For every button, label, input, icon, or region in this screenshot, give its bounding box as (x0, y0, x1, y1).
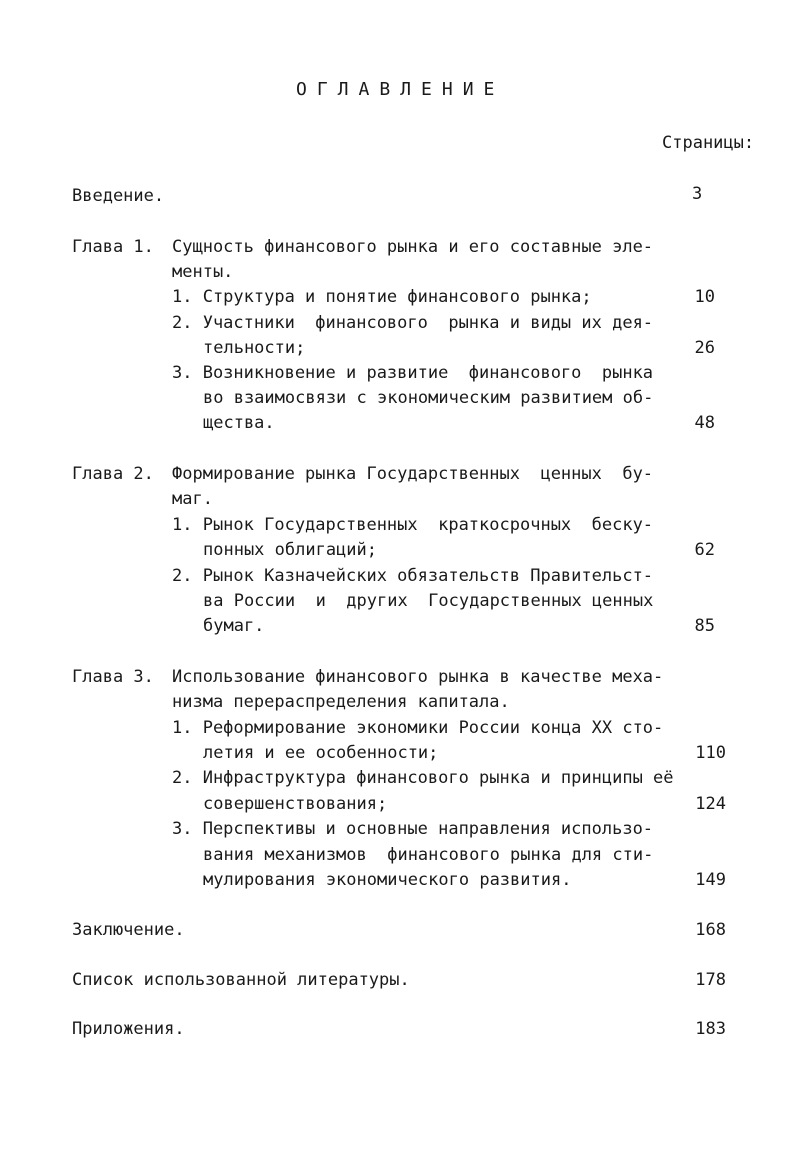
chapter-2-title: Формирование рынка Государственных ценных бу- (172, 464, 654, 484)
chapter-1-section-2: тельности; (203, 338, 306, 358)
chapter-3-section-3: 3. Перспективы и основные направления использо- (172, 819, 654, 839)
chapter-3-title: низма перераспределения капитала. (172, 692, 510, 712)
chapter-3-title: Использование финансового рынка в качестве меха- (172, 667, 664, 687)
chapter-2-section-1: понных облигаций; (203, 540, 377, 560)
chapter-1-section-3: 3. Возникновение и развитие финансового рынка (172, 363, 654, 383)
chapter-3-section-3-page: 149 (695, 870, 726, 890)
chapter-1-section-1-page: 10 (694, 287, 715, 307)
toc-title: ОГЛАВЛЕНИЕ (296, 79, 505, 100)
chapter-3-section-2: совершенствования; (203, 794, 388, 814)
chapter-2-section-2-page: 85 (694, 616, 715, 636)
chapter-3-section-2: 2. Инфраструктура финансового рынка и принципы её (172, 768, 674, 788)
chapter-3-section-1-page: 110 (695, 743, 726, 763)
chapter-1-section-3: щества. (203, 413, 275, 433)
conclusion-page: 168 (695, 920, 726, 940)
chapter-1-section-1: 1. Структура и понятие финансового рынка; (172, 287, 592, 307)
chapter-1-title: менты. (172, 262, 234, 282)
chapter-2-section-1-page: 62 (694, 540, 715, 560)
conclusion-label: Заключение. (72, 920, 185, 940)
chapter-2-section-2: 2. Рынок Казначейских обязательств Правительст- (172, 566, 654, 586)
chapter-1-section-3: во взаимосвязи с экономическим развитием об- (203, 388, 654, 408)
appendix-page: 183 (695, 1019, 726, 1039)
intro-page: 3 (692, 184, 703, 204)
chapter-2-section-2: бумаг. (203, 616, 265, 636)
chapter-3-section-1: летия и ее особенности; (203, 743, 439, 763)
chapter-2-title: маг. (172, 489, 213, 509)
chapter-1-section-2: 2. Участники финансового рынка и виды их дея- (172, 313, 654, 333)
bibliography-label: Список использованной литературы. (72, 970, 410, 990)
chapter-3-section-3: мулирования экономического развития. (203, 870, 572, 890)
chapter-2-section-1: 1. Рынок Государственных краткосрочных беску- (172, 515, 654, 535)
chapter-2-section-2: ва России и других Государственных ценных (203, 591, 654, 611)
chapter-1-label: Глава 1. (72, 237, 154, 257)
chapter-1-section-3-page: 48 (694, 413, 715, 433)
chapter-3-section-3: вания механизмов финансового рынка для сти- (203, 845, 654, 865)
appendix-label: Приложения. (72, 1019, 185, 1039)
chapter-3-section-2-page: 124 (695, 794, 726, 814)
chapter-3-section-1: 1. Реформирование экономики России конца XX сто- (172, 718, 664, 738)
bibliography-page: 178 (695, 970, 726, 990)
chapter-2-label: Глава 2. (72, 464, 154, 484)
chapter-1-section-2-page: 26 (694, 338, 715, 358)
chapter-3-label: Глава 3. (72, 667, 154, 687)
intro-label: Введение. (72, 186, 165, 206)
chapter-1-title: Сущность финансового рынка и его составные эле- (172, 237, 654, 257)
pages-column-header: Страницы: (662, 133, 755, 153)
